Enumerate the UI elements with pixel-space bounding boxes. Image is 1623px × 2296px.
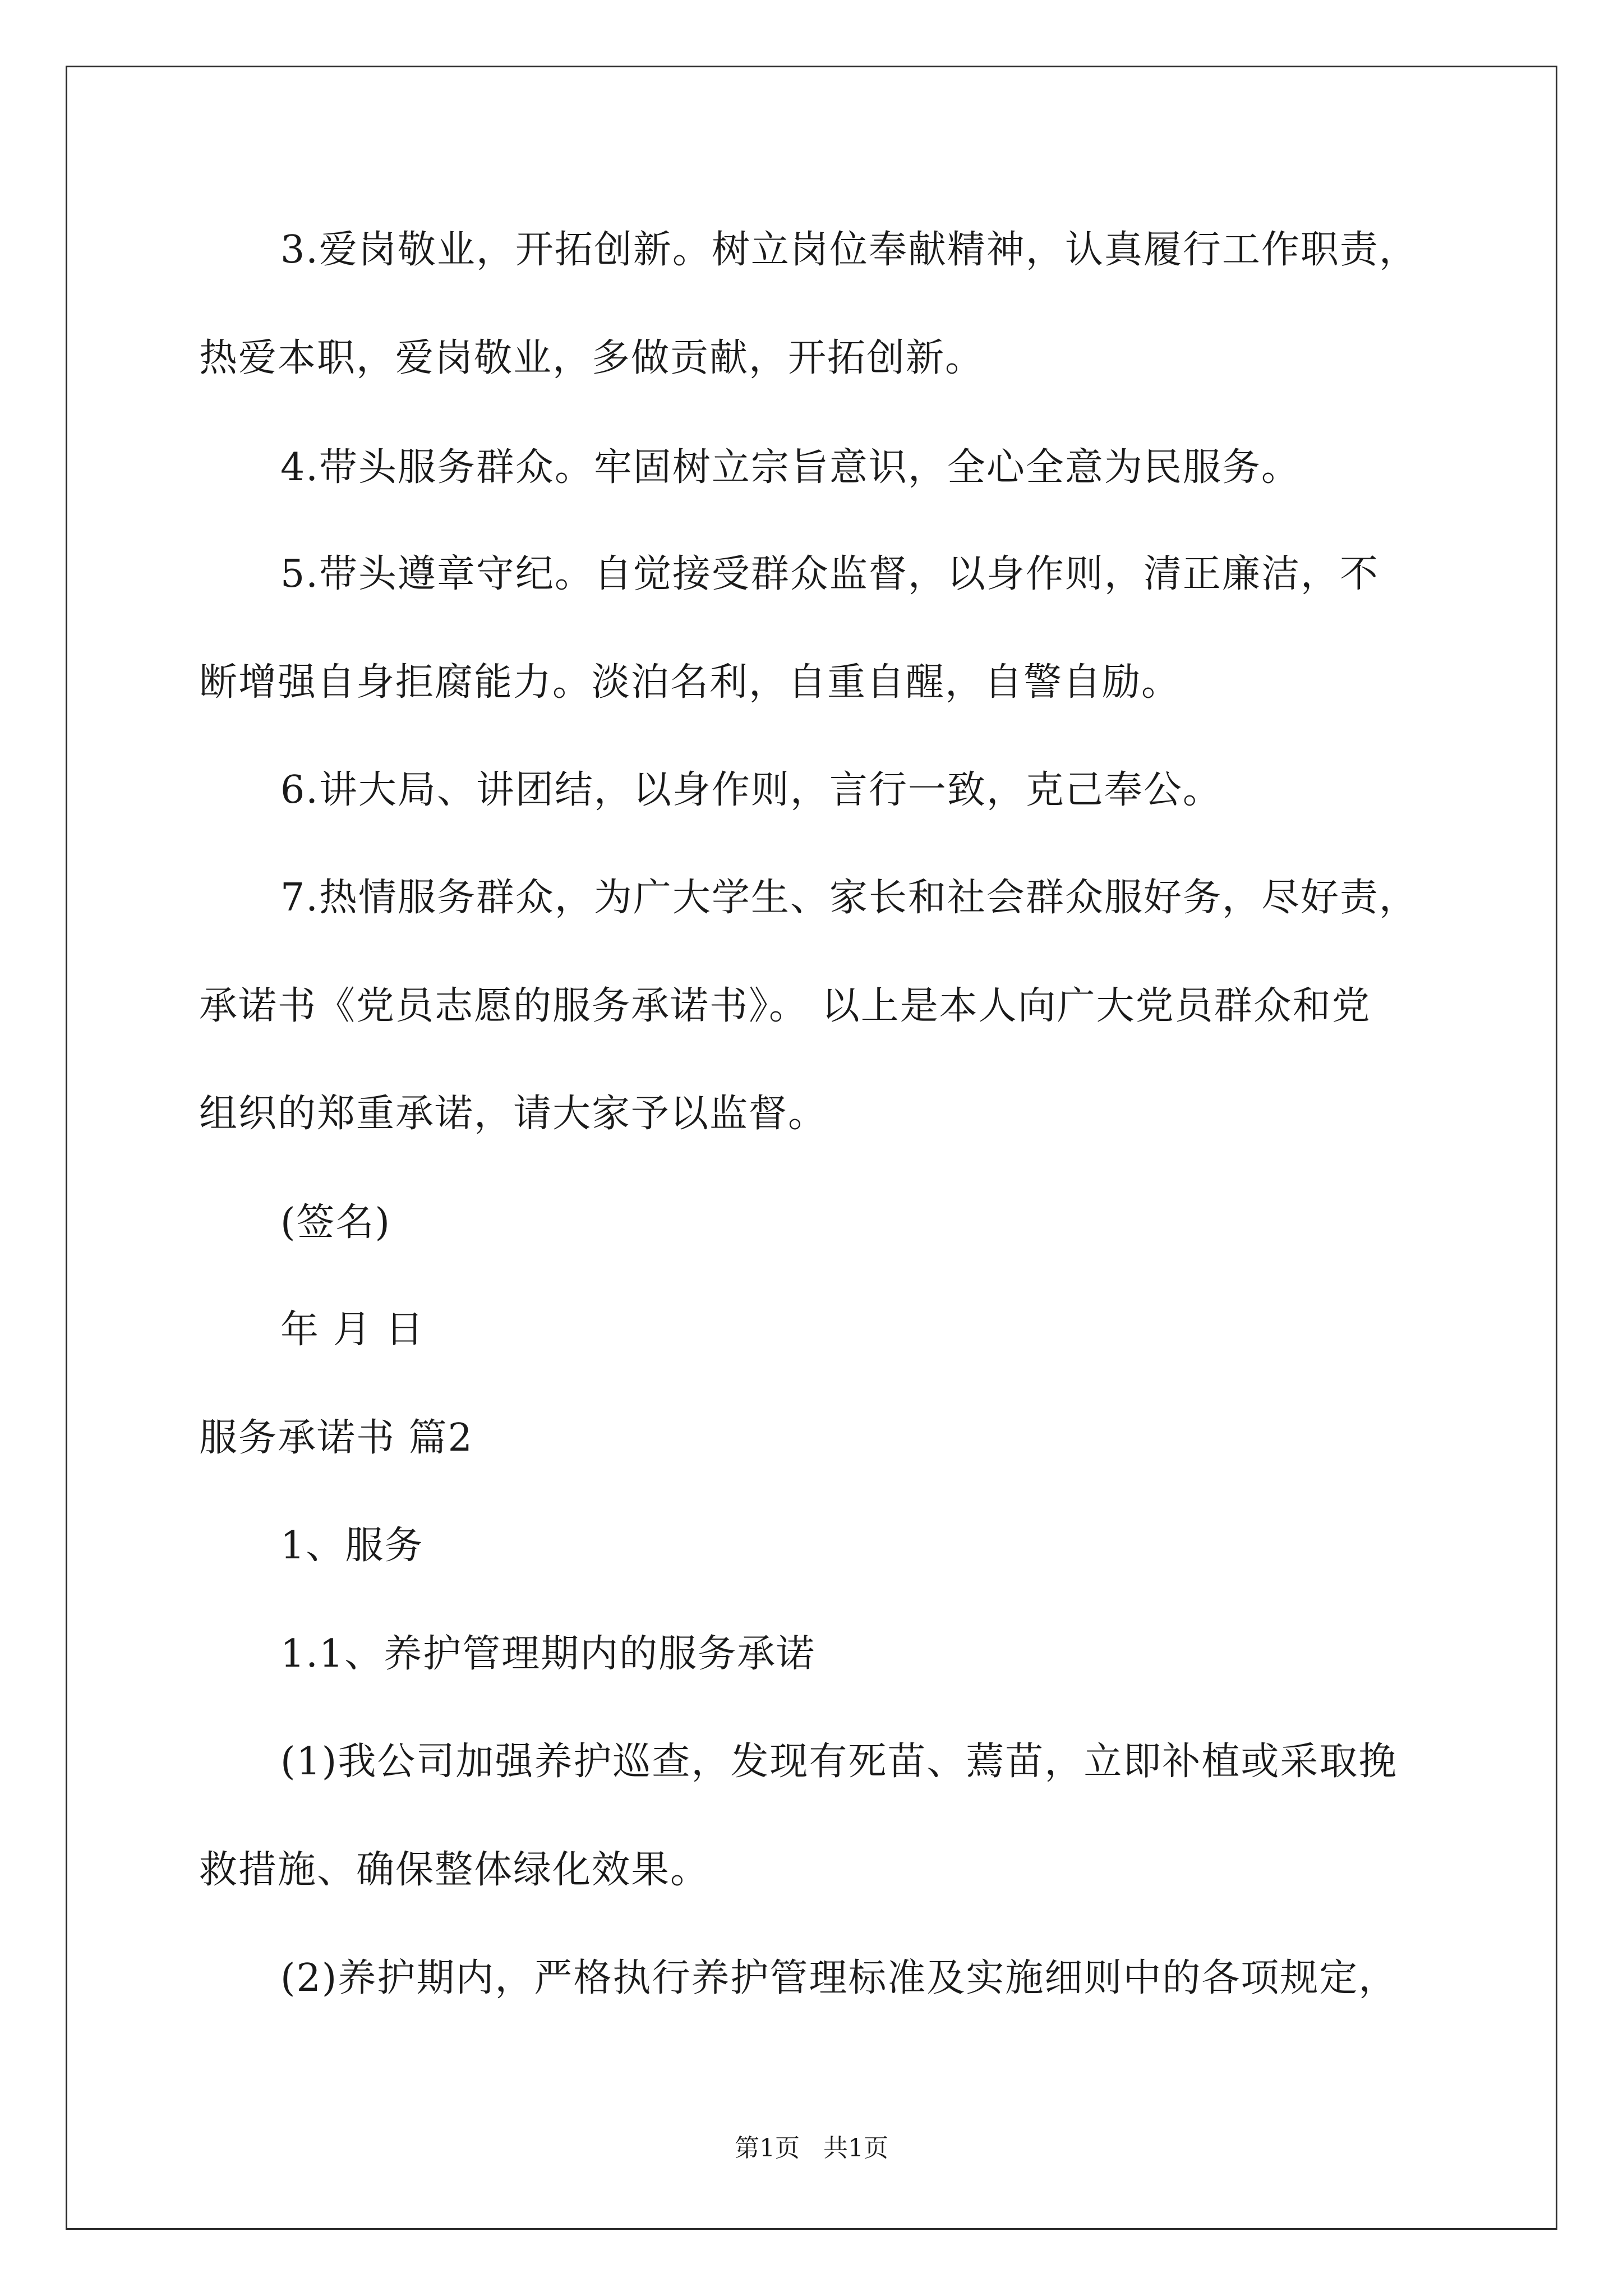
paragraph-line: (1)我公司加强养护巡查，发现有死苗、蔫苗，立即补植或采取挽	[280, 1740, 1398, 1784]
page-number: 第1页	[735, 2134, 800, 2162]
paragraph-line: 救措施、确保整体绿化效果。	[199, 1848, 710, 1892]
page-border	[66, 66, 1557, 2230]
paragraph-line: 断增强自身拒腐能力。淡泊名利，自重自醒，自警自励。	[199, 660, 1181, 705]
signature-label: (签名)	[280, 1200, 391, 1245]
paragraph-line: 7.热情服务群众，为广大学生、家长和社会群众服好务，尽好责，	[280, 876, 1418, 920]
page-total: 共1页	[823, 2134, 888, 2162]
paragraph-line: 热爱本职，爱岗敬业，多做贡献，开拓创新。	[199, 336, 985, 380]
paragraph-line: 1.1、养护管理期内的服务承诺	[280, 1632, 816, 1676]
paragraph-line: (2)养护期内，严格执行养护管理标准及实施细则中的各项规定，	[280, 1956, 1398, 2000]
paragraph-line: 4.带头服务群众。牢固树立宗旨意识，全心全意为民服务。	[280, 445, 1301, 490]
paragraph-line: 承诺书《党员志愿的服务承诺书》。 以上是本人向广大党员群众和党	[199, 984, 1371, 1028]
paragraph-line: 5.带头遵章守纪。自觉接受群众监督，以身作则，清正廉洁，不	[280, 552, 1379, 596]
date-line: 年 月 日	[280, 1308, 425, 1352]
section-heading: 服务承诺书 篇2	[199, 1416, 473, 1460]
page-footer	[0, 2136, 1623, 2161]
paragraph-line: 1、服务	[280, 1524, 424, 1568]
paragraph-line: 6.讲大局、讲团结，以身作则，言行一致，克己奉公。	[280, 768, 1222, 812]
paragraph-line: 3.爱岗敬业，开拓创新。树立岗位奉献精神，认真履行工作职责，	[280, 228, 1418, 272]
paragraph-line: 组织的郑重承诺，请大家予以监督。	[199, 1092, 828, 1136]
